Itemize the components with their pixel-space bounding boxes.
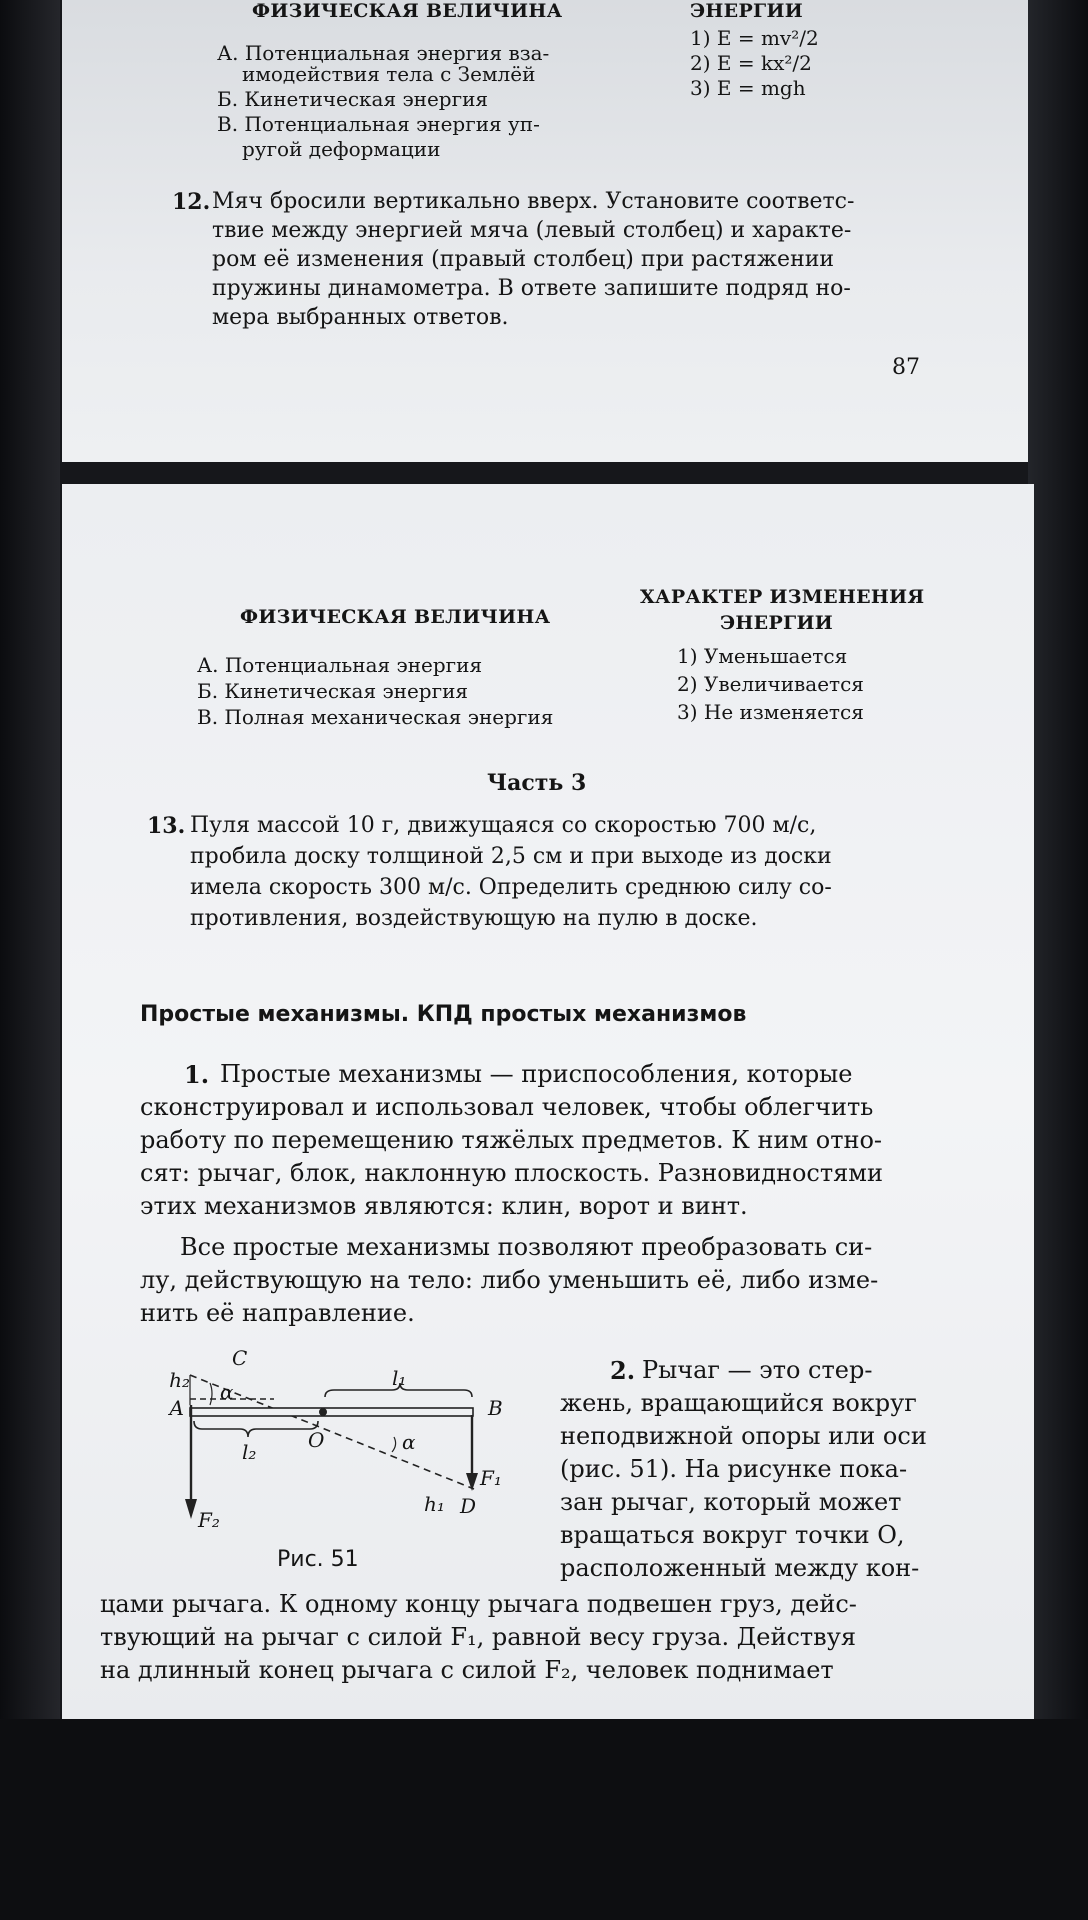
lever-figure [102,1349,522,1569]
paragraph-2-line: лу, действующую на тело: либо уменьшить её, либо изме- [140,1266,879,1294]
question-12-line: ром её изменения (правый столбец) при растяжении [212,247,835,272]
label-d: D [460,1494,477,1518]
paragraph-3-side-line: вращаться вокруг точки О, [560,1521,905,1549]
question-12-number: 12. [172,189,211,215]
force-f1-arrowhead [466,1473,478,1491]
option-v-line1: В. Потенциальная энергия уп- [217,112,540,136]
section-title: Простые механизмы. КПД простых механизмов [140,1002,747,1027]
lever-bar [190,1408,473,1416]
question-13-line: пробила доску толщиной 2,5 см и при выходе из доски [190,844,832,869]
paragraph-2-line: Все простые механизмы позволяют преобразовать си- [180,1233,873,1261]
pivot-point [319,1408,327,1416]
question-12-line: мера выбранных ответов. [212,305,509,330]
force-f2-arrowhead [185,1499,197,1519]
paragraph-3-number: 2. [610,1356,636,1385]
paragraph-3-side-line: (рис. 51). На рисунке пока- [560,1455,908,1483]
paragraph-1-line: сконструировал и использовал человек, чтобы облегчить [140,1093,874,1121]
paragraph-3-line: твующий на рычаг с силой F₁, равной весу груза. Действуя [100,1623,856,1651]
paragraph-1-number: 1. [184,1060,210,1089]
change-3: 3) Не изменяется [677,700,864,724]
label-alpha-left: α [220,1380,234,1404]
column-header-change-2: ЭНЕРГИИ [720,612,833,634]
label-a: A [169,1396,184,1420]
paragraph-1-line: работу по перемещению тяжёлых предметов. К ним отно- [140,1126,883,1154]
paragraph-3-line: цами рычага. К одному концу рычага подвешен груз, дейс- [100,1590,857,1618]
question-13-line: противления, воздействующую на пулю в доске. [190,906,758,931]
change-2: 2) Увеличивается [677,672,864,696]
option-v-line2: ругой деформации [242,137,441,161]
label-alpha-right: α [402,1430,416,1454]
label-c: C [232,1349,248,1370]
column-header-change-1: ХАРАКТЕР ИЗМЕНЕНИЯ [640,586,925,608]
figure-caption: Рис. 51 [277,1547,359,1572]
question-13-number: 13. [147,813,186,839]
column-header-quantity: ФИЗИЧЕСКАЯ ВЕЛИЧИНА [240,606,551,628]
paragraph-3-side-line: жень, вращающийся вокруг [560,1389,917,1417]
paragraph-3-side-line: Рычаг — это стер- [642,1356,873,1384]
book-page-87 [62,0,1028,462]
page-number: 87 [892,355,920,380]
label-f1: F₁ [480,1466,502,1490]
question-12-line: Мяч бросили вертикально вверх. Установите соответс- [212,189,855,214]
column-header-quantity: ФИЗИЧЕСКАЯ ВЕЛИЧИНА [252,0,563,22]
quantity-v: В. Полная механическая энергия [197,705,554,729]
quantity-b: Б. Кинетическая энергия [197,679,469,703]
option-a-line2: имодействия тела с Землёй [242,62,536,86]
paragraph-1-line: сят: рычаг, блок, наклонную плоскость. Разновидностями [140,1159,883,1187]
device-bezel-right [1028,0,1088,1920]
change-1: 1) Уменьшается [677,644,848,668]
device-bezel-left [0,0,60,1920]
part-title: Часть 3 [487,770,587,796]
option-a-line1: А. Потенциальная энергия вза- [217,41,550,65]
formula-3: 3) E = mgh [690,76,806,100]
paragraph-2-line: нить её направление. [140,1299,415,1327]
question-12-line: твие между энергией мяча (левый столбец) и характе- [212,218,852,243]
paragraph-3-side-line: расположенный между кон- [560,1554,920,1582]
book-page-main [62,484,1034,1719]
label-h2: h₂ [169,1368,190,1392]
option-b: Б. Кинетическая энергия [217,87,489,111]
label-l1: l₁ [392,1366,407,1390]
l2-brace [194,1421,318,1437]
device-bottom-bezel [0,1719,1088,1920]
question-13-line: имела скорость 300 м/с. Определить среднюю силу со- [190,875,832,900]
paragraph-1-line: Простые механизмы — приспособления, которые [220,1060,853,1088]
question-12-line: пружины динамометра. В ответе запишите подряд но- [212,276,851,301]
angle-arc-left [210,1383,212,1405]
paragraph-1-line: этих механизмов являются: клин, ворот и винт. [140,1192,748,1220]
label-h1: h₁ [424,1492,445,1516]
formula-1: 1) E = mv²/2 [690,26,819,50]
paragraph-3-side-line: неподвижной опоры или оси [560,1422,927,1450]
label-b: B [488,1396,503,1420]
angle-arc-right [392,1437,396,1452]
formula-2: 2) E = kx²/2 [690,51,812,75]
label-o: O [308,1428,325,1452]
paragraph-3-side-line: зан рычаг, который может [560,1488,902,1516]
question-13-line: Пуля массой 10 г, движущаяся со скоростью 700 м/с, [190,813,817,838]
label-l2: l₂ [242,1440,257,1464]
label-f2: F₂ [198,1508,220,1532]
paragraph-3-line: на длинный конец рычага с силой F₂, человек поднимает [100,1656,834,1684]
quantity-a: А. Потенциальная энергия [197,653,483,677]
column-header-energy: ЭНЕРГИИ [690,0,803,22]
